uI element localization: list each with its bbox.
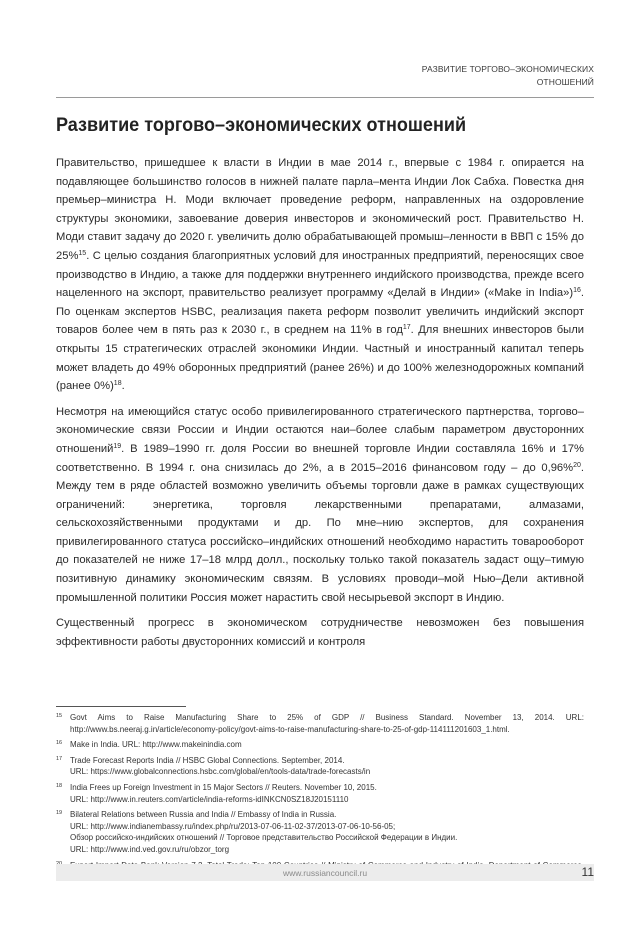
footnote-line[interactable]: URL: http://www.ind.ved.gov.ru/ru/obzor_torg: [70, 844, 230, 854]
paragraph: [56, 154, 584, 396]
footnote-reference[interactable]: 20: [573, 461, 581, 469]
paragraph-text: Существенный прогресс в экономическом сотрудничестве невозможен без повышения эффективности работы двусторонних комиссий и контроля: [56, 617, 584, 648]
footnote-text: [70, 809, 584, 855]
body-text: [56, 154, 584, 658]
footnote-line[interactable]: Обзор российско-индийских отношений // Торговое представительство Российской Федерации в Индии.: [70, 833, 458, 843]
running-header-line-1: РАЗВИТИЕ ТОРГОВО–ЭКОНОМИЧЕСКИХ: [421, 64, 594, 74]
footnote-line[interactable]: Bilateral Relations between Russia and India // Embassy of India in Russia.: [70, 810, 337, 820]
footnote-number: 17: [56, 755, 63, 762]
page-number: 11: [581, 865, 594, 879]
footnote-item: [56, 755, 584, 778]
paragraph-text: . Для внешних инвесторов были открыты 15 стратегических отраслей экономики Индии. Частный и иностранный капитал теперь может владеть до 49% оборонных предприятий (ранее 26%) и до 100% железнодорожных компаний (ранее 0%): [56, 324, 584, 393]
footnote-item: [56, 809, 584, 855]
running-header: [422, 63, 594, 89]
footnote-line[interactable]: Trade Forecast Reports India // HSBC Global Connections. September, 2014.: [70, 755, 345, 765]
header-divider: [56, 97, 594, 98]
footnote-text: [70, 739, 584, 751]
paragraph: [56, 403, 584, 608]
footer-url[interactable]: www.russiancouncil.ru: [282, 868, 368, 878]
paragraph: [56, 614, 584, 651]
paragraph-text: . В 1989–1990 гг. доля России во внешней торговле Индии составляла 16% и 17% соответственно. В 1994 г. она снизилась до 2%, а в 2015–2016 финансовом году – до 0,96%: [56, 442, 584, 474]
section-title: Развитие торгово–экономических отношений: [56, 115, 467, 136]
footnote-number: 19: [56, 810, 63, 817]
footnote-divider: [56, 706, 186, 707]
footnote-reference[interactable]: 19: [113, 442, 122, 450]
paragraph-text: .: [121, 380, 125, 393]
running-header-line-2: ОТНОШЕНИЙ: [536, 77, 594, 87]
footnotes: [56, 712, 584, 887]
paragraph-text: Несмотря на имеющийся статус особо привилегированного стратегического партнерства, торгово–экономические связи России и Индии остаются наи–более слабым параметром двусторонних отношений: [56, 405, 584, 455]
footnote-number: 16: [56, 740, 63, 747]
footnote-text: [70, 782, 584, 805]
footnote-line[interactable]: Make in India. URL: http://www.makeinindia.com: [70, 740, 242, 750]
footnote-item: [56, 712, 584, 735]
footnote-reference[interactable]: 18: [113, 380, 122, 388]
footnote-number: 15: [56, 713, 63, 719]
footnote-line[interactable]: URL: http://www.in.reuters.com/article/india-reforms-idINKCN0SZ18J20151110: [70, 794, 349, 804]
footnote-item: [56, 739, 584, 751]
footnote-text: [70, 712, 584, 735]
footnote-text: [70, 755, 584, 778]
paragraph-text: . Между тем в ряде областей возможно увеличить объемы торговли даже в рамках существующих ограничений: энергетика, торговля лекарственными препаратами, алмазами, сельскохозяйственными продуктами и др. По мне–нию экспертов, для сохранения привилегированного статуса российско–индийских отношений необходимо нарастить товарооборот до показателей не ниже 17–18 млрд долл., поскольку только такой показатель задаст ощу–тимую позитивную динамику экономическим связям. В условиях проводи–мой Нью–Дели активной промышленной политики Россия может нарастить свой несырьевой экспорт в Индию.: [56, 461, 584, 604]
footnote-line[interactable]: URL: http://www.indianembassy.ru/index.php/ru/2013-07-06-11-02-37/2013-07-06-10-56-05;: [70, 821, 396, 831]
footnote-reference[interactable]: 17: [402, 324, 411, 332]
footnote-reference[interactable]: 16: [573, 287, 581, 295]
footnote-item: [56, 782, 584, 805]
paragraph-text: . По оценкам экспертов HSBC, реализация пакета реформ позволит увеличить индийский экспорт товаров более чем в пять раз к 2030 г., в среднем на 11% в год: [56, 287, 584, 337]
paragraph-text: Правительство, пришедшее к власти в Индии в мае 2014 г., впервые с 1984 г. опирается на подавляющее большинство голосов в нижней палате парла–мента Индии Лок Сабха. Повестка дня премьер–министра Н. Моди включает проведение реформ, направленных на оздоровление структуры экономики, завоевание доверия инвесторов и экономический рост. Правительство Н. Моди ставит задачу до 2020 г. увеличить долю обрабатывающей промыш–ленности в ВВП с 15% до 25%: [56, 157, 584, 262]
footnote-line[interactable]: India Frees up Foreign Investment in 15 Major Sectors // Reuters. November 10, 2015.: [70, 782, 377, 792]
footnote-reference[interactable]: 15: [78, 249, 87, 257]
footnote-line[interactable]: URL: https://www.globalconnections.hsbc.com/global/en/tools-data/trade-forecasts/in: [70, 767, 371, 777]
footnote-line[interactable]: Govt Aims to Raise Manufacturing Share to 25% of GDP // Business Standard. November 13, 2014. URL: http://www.bs.neeraj.g.in/article/economy-policy/govt-aims-to-raise-manufacturing-share-to-25-of-gdp-114111201603_1.html.: [70, 713, 584, 734]
paragraph-text: . С целью создания благоприятных условий для иностранных предприятий, переносящих свое производство в Индию, а также для поддержки внутреннего индийского производства, прежде всего нацеленного на экспорт, правительство реализует программу «Делай в Индии» («Make in India»): [56, 249, 584, 300]
footnote-number: 18: [56, 782, 63, 789]
